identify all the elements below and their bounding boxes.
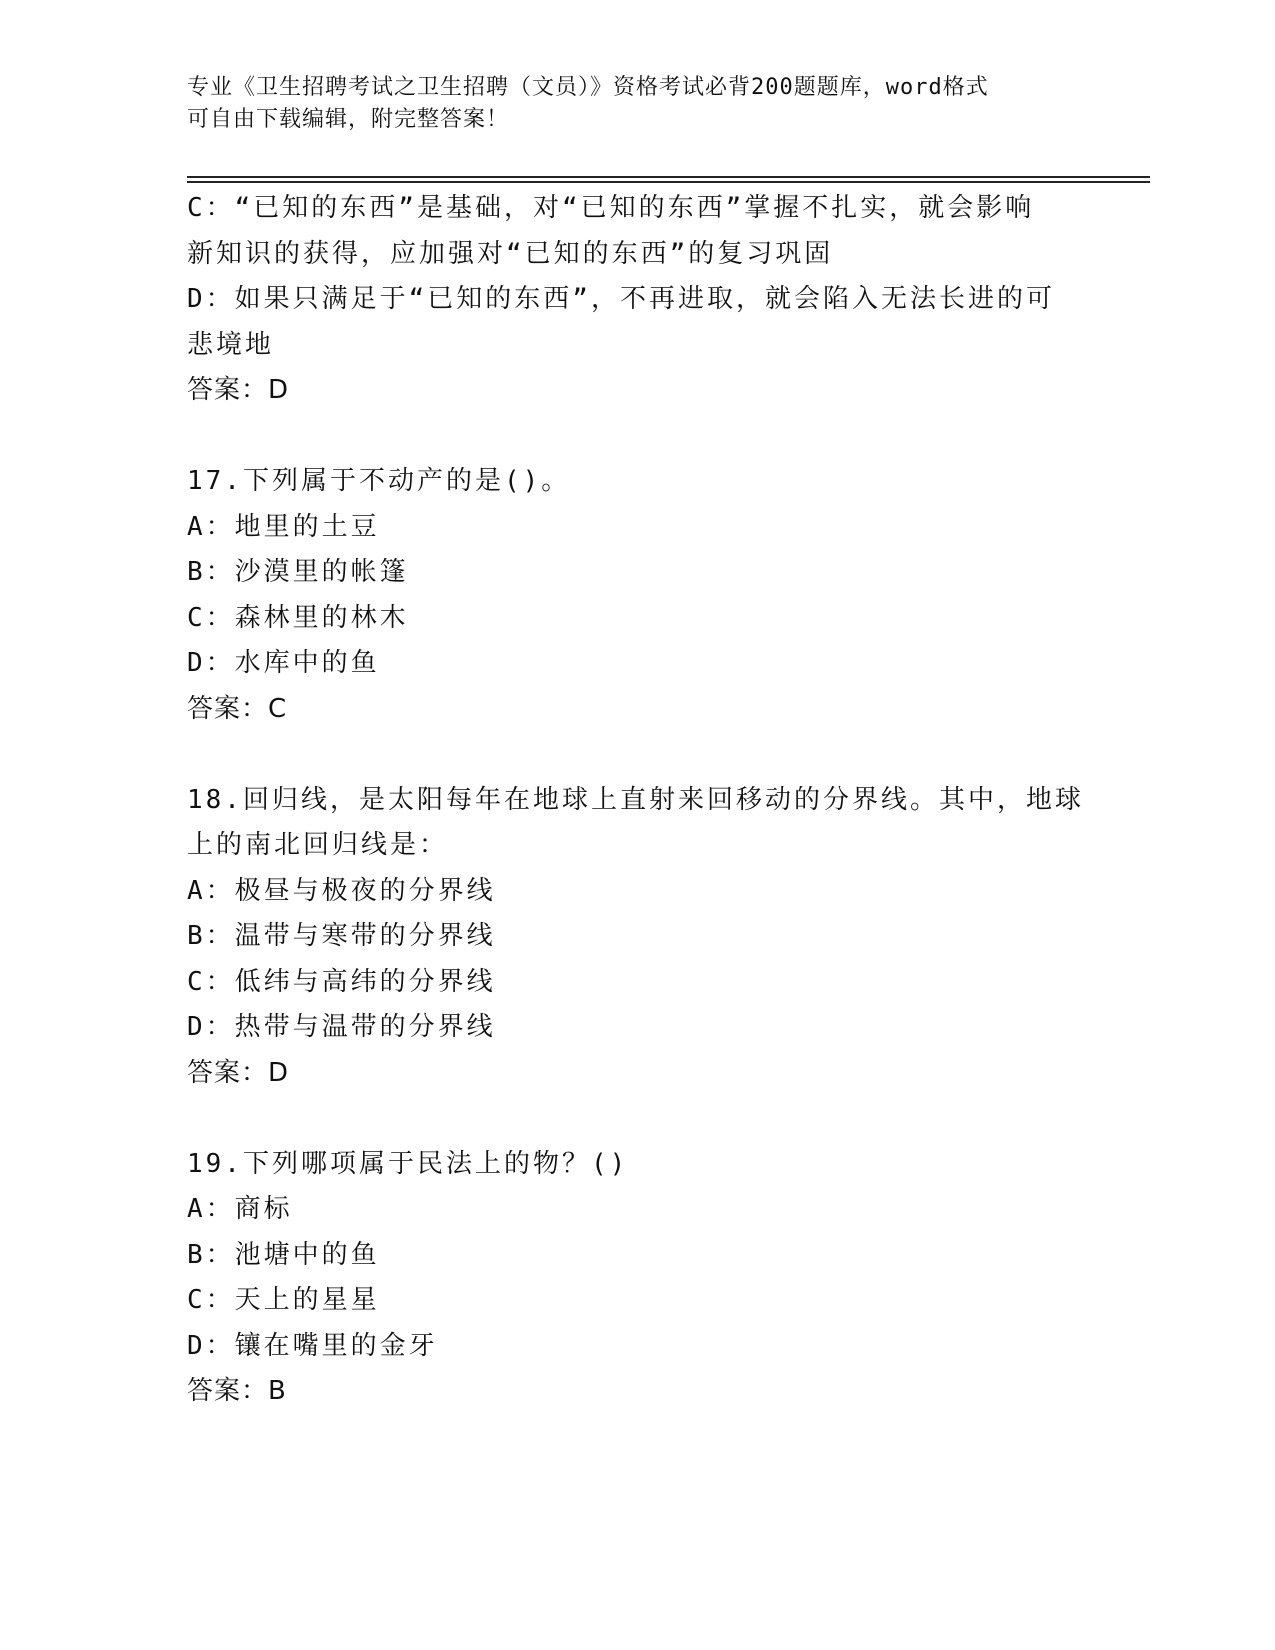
option-c: C：低纬与高纬的分界线 bbox=[187, 966, 496, 997]
option-b: B：池塘中的鱼 bbox=[187, 1239, 380, 1270]
spacer bbox=[187, 414, 1087, 460]
answer-line: 答案：D bbox=[187, 1057, 290, 1088]
option-c: C：天上的星星 bbox=[187, 1285, 380, 1315]
question-stem: 18.回归线，是太阳每年在地球上直射来回移动的分界线。其中，地球 bbox=[187, 784, 1084, 815]
question-19 bbox=[187, 1142, 1087, 1415]
question-stem-continued: 上的南北回归线是： bbox=[187, 830, 449, 860]
header-divider-top bbox=[187, 176, 1150, 178]
question-18 bbox=[187, 778, 1087, 1097]
option-c-continued: 新知识的获得，应加强对“已知的东西”的复习巩固 bbox=[187, 238, 834, 269]
option-d: D：水库中的鱼 bbox=[187, 648, 380, 678]
spacer bbox=[187, 732, 1087, 778]
option-c: C：森林里的林木 bbox=[187, 602, 409, 633]
option-a: A：极昼与极夜的分界线 bbox=[187, 875, 496, 906]
option-d-continued: 悲境地 bbox=[187, 329, 275, 360]
header-title-line-1: 专业《卫生招聘考试之卫生招聘（文员）》资格考试必背200题题库，word格式 bbox=[187, 75, 989, 100]
answer-line: 答案：B bbox=[187, 1376, 287, 1406]
option-a: A：商标 bbox=[187, 1194, 293, 1224]
option-d: D：如果只满足于“已知的东西”，不再进取，就会陷入无法长进的可 bbox=[187, 284, 1055, 314]
option-c: C：“已知的东西”是基础，对“已知的东西”掌握不扎实，就会影响 bbox=[187, 193, 1035, 223]
document-body bbox=[187, 186, 1087, 1415]
spacer bbox=[187, 1096, 1087, 1142]
option-a: A：地里的土豆 bbox=[187, 511, 380, 542]
question-17 bbox=[187, 459, 1087, 732]
option-b: B：沙漠里的帐篷 bbox=[187, 557, 409, 587]
header-title-line-2: 可自由下载编辑，附完整答案！ bbox=[187, 107, 510, 132]
header-divider-bottom bbox=[187, 181, 1150, 183]
option-d: D：热带与温带的分界线 bbox=[187, 1012, 496, 1042]
question-16-continued bbox=[187, 186, 1087, 414]
answer-line: 答案：D bbox=[187, 375, 290, 405]
question-stem: 19.下列哪项属于民法上的物？() bbox=[187, 1148, 629, 1179]
question-stem: 17.下列属于不动产的是()。 bbox=[187, 466, 571, 496]
document-header bbox=[187, 72, 1067, 136]
option-b: B：温带与寒带的分界线 bbox=[187, 921, 496, 951]
answer-line: 答案：C bbox=[187, 693, 288, 724]
option-d: D：镶在嘴里的金牙 bbox=[187, 1330, 438, 1361]
